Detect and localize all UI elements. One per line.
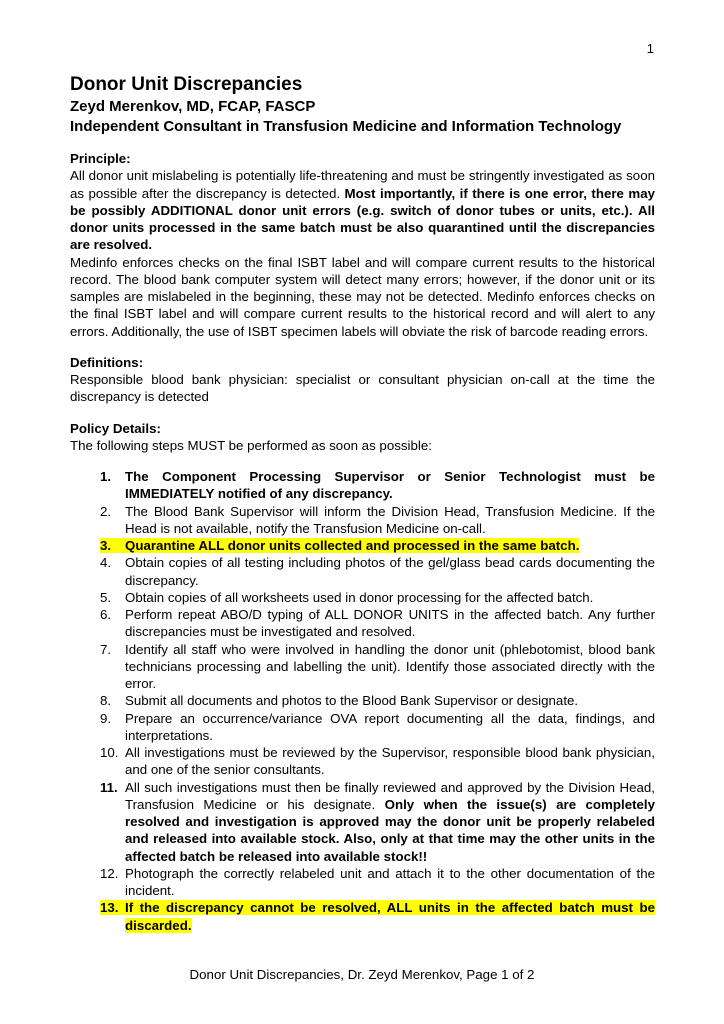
step-text-highlighted: If the discrepancy cannot be resolved, ALL units in the affected batch must be discarded. — [125, 900, 655, 933]
step-number: 5. — [100, 589, 112, 605]
policy-step-4 — [70, 554, 655, 589]
step-number: 9. — [100, 710, 112, 726]
step-number: 3. — [100, 538, 112, 553]
step-text-highlighted: Quarantine ALL donor units collected and processed in the same batch. — [125, 538, 580, 553]
step-text: Obtain copies of all worksheets used in donor processing for the affected batch. — [125, 589, 594, 605]
paragraph-medinfo: Medinfo enforces checks on the final ISBT label and will compare current results to the historical record. The blood bank computer system will detect many errors; however, if the donor unit or its samples are mislabeled in the beginning, these may not be detected. Medinfo enforces checks on the final ISBT label and will compare current results to the historical record and will alert to any errors. Additionally, the use of ISBT specimen labels will obviate the risk of barcode reading errors. — [70, 254, 655, 339]
policy-step-11 — [70, 779, 655, 865]
step-text: Perform repeat ABO/D typing of ALL DONOR UNITS in the affected batch. Any further discrepancies must be investigated and resolved. — [125, 607, 655, 640]
policy-step-5 — [70, 589, 655, 606]
step-text: All such investigations must then be finally reviewed and approved by the Division Head, Transfusion Medicine or his designate. — [125, 779, 655, 812]
step-number: 2. — [100, 503, 112, 519]
step-text: Submit all documents and photos to the Blood Bank Supervisor or designate. — [125, 693, 579, 709]
step-number: 6. — [100, 607, 112, 622]
step-text: Prepare an occurrence/variance OVA report documenting all the data, findings, and interpretations. — [125, 710, 655, 743]
section-heading-definitions: Definitions: — [70, 354, 144, 370]
policy-step-8 — [70, 692, 655, 709]
step-text: The Component Processing Supervisor or Senior Technologist must be IMMEDIATELY notified of any discrepancy. — [125, 469, 655, 502]
step-number: 4. — [100, 555, 112, 571]
step-text: The Blood Bank Supervisor will inform the Division Head, Transfusion Medicine. If the Head is not available, notify the Transfusion Medicine on-call. — [125, 503, 655, 536]
title-block — [70, 73, 655, 137]
paragraph-definitions: Responsible blood bank physician: specialist or consultant physician on-call at the time the discrepancy is detected — [70, 372, 655, 405]
principle-text-bold: Most importantly, if there is one error, there may be possibly ADDITIONAL donor unit errors (e.g. switch of donor tubes or units, etc.). All donor units processed in the same batch must be also quarantined until the discrepancies are resolved. — [70, 185, 656, 253]
step-text: All investigations must be reviewed by the Supervisor, responsible blood bank physician, and one of the senior consultants. — [125, 745, 655, 778]
document-content — [70, 0, 655, 934]
policy-step-12 — [70, 865, 655, 900]
step-number: 13. — [100, 900, 119, 916]
step-number: 7. — [100, 641, 112, 657]
policy-step-7 — [70, 641, 655, 693]
author-line: Zeyd Merenkov, MD, FCAP, FASCP — [70, 98, 316, 115]
principle-text-regular: All donor unit mislabeling is potentially life-threatening and must be stringently investigated as soon as possible after the discrepancy is detected. — [70, 168, 655, 201]
policy-step-10 — [70, 744, 655, 779]
step-number: 11. — [100, 779, 118, 795]
policy-step-6 — [70, 606, 655, 641]
policy-step-2 — [70, 503, 655, 538]
policy-steps-list — [70, 468, 655, 934]
policy-step-3 — [70, 537, 655, 554]
step-text: Photograph the correctly relabeled unit and attach it to the other documentation of the incident. — [125, 865, 655, 898]
document-title: Donor Unit Discrepancies — [70, 74, 303, 95]
policy-step-1 — [70, 468, 655, 503]
page-number: 1 — [646, 41, 654, 56]
paragraph-principle — [70, 167, 655, 253]
step-number: 1. — [100, 469, 112, 484]
step-number: 8. — [100, 693, 112, 709]
step-text-bold: Only when the issue(s) are completely resolved and investigation is approved may the donor unit be properly relabeled and released into available stock. Also, only at that time may the other units in the affected batch be released into available stock!! — [125, 796, 655, 864]
policy-step-13 — [70, 899, 655, 934]
step-text: Identify all staff who were involved in handling the donor unit (phlebotomist, blood bank technicians processing and labelling the unit). Identify those associated directly with the error. — [125, 641, 655, 691]
author-role-line: Independent Consultant in Transfusion Medicine and Information Technology — [70, 118, 622, 135]
paragraph-policy-intro: The following steps MUST be performed as soon as possible: — [70, 437, 432, 453]
policy-step-9 — [70, 710, 655, 745]
section-heading-principle: Principle: — [70, 151, 131, 166]
step-number: 10. — [100, 745, 119, 760]
step-text: Obtain copies of all testing including photos of the gel/glass bead cards documenting the discrepancy. — [125, 555, 655, 588]
section-heading-policy: Policy Details: — [70, 420, 161, 436]
footer-text: Donor Unit Discrepancies, Dr. Zeyd Merenkov, Page 1 of 2 — [189, 967, 535, 982]
step-number: 12. — [100, 865, 119, 881]
